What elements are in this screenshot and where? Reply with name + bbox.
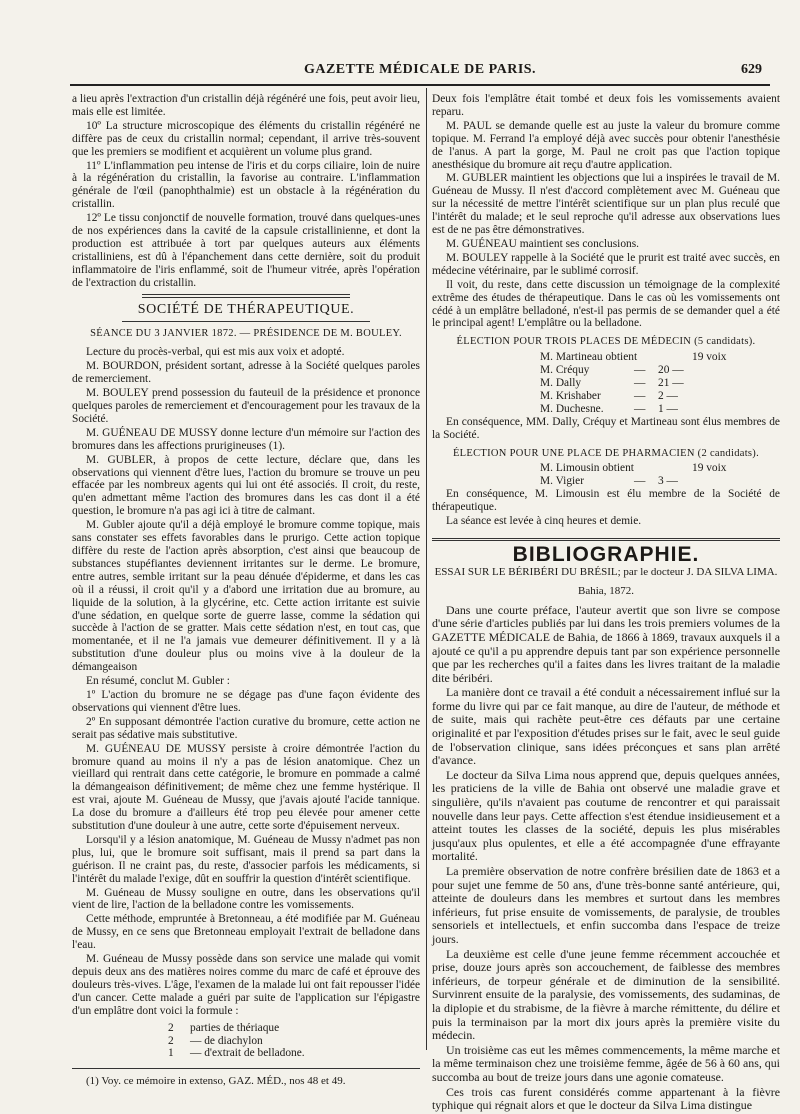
page-number: 629 <box>741 62 762 77</box>
election-heading: ÉLECTION POUR TROIS PLACES DE MÉDECIN (5 candidats). <box>456 336 756 348</box>
paragraph: 12º Le tissu conjonctif de nouvelle formation, trouvé dans quelques-unes de nos expériences dans la cavité de la capsule cristallinienne, et dont la production est attribuée à tort par quelques auteurs aux éléments cristalliniens, est dû à l'épanchement dans cette dernière, soit du produit inflammatoire de l'iris enflammé, soit de l'humeur vitrée, après l'opération de l'extraction du cristallin. <box>72 212 420 289</box>
book-reference-place: Bahia, 1872. <box>578 584 634 597</box>
right-column <box>432 93 780 1114</box>
formula-line: 2 — de diachylon <box>168 1034 263 1047</box>
paragraph: a lieu après l'extraction d'un cristallin déjà régénéré une fois, peut avoir lieu, mais elle est limitée. <box>72 93 420 118</box>
vote-row: M. Martineau obtient 19 voix <box>540 351 727 364</box>
paragraph: M. GUÉNEAU DE MUSSY donne lecture d'un mémoire sur l'action des bromures dans les affections prurigineuses (1). <box>72 426 420 452</box>
vote-row: M. Dally — 21 — <box>540 377 684 390</box>
vote-row: M. Vigier — 3 — <box>540 475 678 488</box>
footnote: (1) Voy. ce mémoire in extenso, GAZ. MÉD., nos 48 et 49. <box>86 1075 346 1088</box>
paragraph: La manière dont ce travail a été conduit a nécessairement influé sur la forme du livre qui par ce fait manque, au dire de l'auteur, de méthode et de suite, mais qui rachète peut-être ces défauts par une certaine originalité et par l'exposition d'études prises sur le fait, avec le seul guide de l'observation clinique, sans idées préconçues et sans plan arrêté d'avance. <box>432 685 780 768</box>
left-column <box>72 93 420 1089</box>
journal-title: GAZETTE MÉDICALE DE PARIS. <box>303 62 537 77</box>
paragraph: Cette méthode, empruntée à Bretonneau, a été modifiée par M. Guéneau de Mussy, en ce sens que Bretonneau employait l'extrait de belladone dans l'eau. <box>72 913 420 952</box>
paragraph: M. GUÉNEAU maintient ses conclusions. <box>446 237 639 250</box>
paragraph: 11º L'inflammation peu intense de l'iris et du corps ciliaire, loin de nuire à la régénération du cristallin, la favorise au contraire. L'inflammation générale de l'œil (panophthalmie) est un obstacle à la régénération du cristallin. <box>72 159 420 211</box>
section-rule <box>122 321 370 322</box>
vote-list <box>540 462 780 488</box>
paragraph: Un troisième cas eut les mêmes commencements, la même marche et la même terminaison chez une troisième femme, âgée de 56 à 60 ans, qui succomba au bout de treize jours dans une agonie comateuse. <box>432 1042 780 1084</box>
section-title: SOCIÉTÉ DE THÉRAPEUTIQUE. <box>137 301 355 317</box>
paragraph: En conséquence, MM. Dally, Créquy et Martineau sont élus membres de la Société. <box>432 415 780 441</box>
paragraph: Lecture du procès-verbal, qui est mis aux voix et adopté. <box>86 346 345 359</box>
vote-row: M. Duchesne. — 1 — <box>540 402 678 415</box>
paragraph: 10º La structure microscopique des éléments du cristallin régénéré ne diffère pas de ceux du cristallin normal; cependant, il arrive très-souvent que les premiers se modifient et acquièrent un volume plus grand. <box>72 119 420 158</box>
paragraph: 1º L'action du bromure ne se dégage pas d'une façon évidente des observations qui viennent d'être lues. <box>72 688 420 714</box>
book-reference: ESSAI SUR LE BÉRIBÉRI DU BRÉSIL; par le docteur J. DA SILVA LIMA. <box>434 565 778 578</box>
paragraph: En résumé, conclut M. Gubler : <box>86 675 230 688</box>
paragraph: Il voit, du reste, dans cette discussion un témoignage de la complexité extrême des études de thérapeutique. Dans le cas où les vomissements ont cédé à un emplâtre belladoné, n'est-il pas permis de se demander quel a été le principal agent! L'emplâtre ou la belladone. <box>432 278 780 330</box>
paragraph: M. GUBLER, à propos de cette lecture, déclare que, dans les observations qui viennent d'être lues, l'action du bromure se trouve un peu effacée par les nombreux agents qui lui ont été associés. Il croit, du reste, qu'en admettant même l'action des bromures dans les cas dont il a été question, le bromure n'a pas agi ici à titre de calmant. <box>72 453 420 518</box>
vote-row: M. Limousin obtient 19 voix <box>540 462 727 475</box>
header-rule <box>70 84 770 86</box>
paragraph: Deux fois l'emplâtre était tombé et deux fois les vomissements avaient reparu. <box>432 93 780 118</box>
paragraph: En conséquence, M. Limousin est élu membre de la Société de thérapeutique. <box>432 488 780 514</box>
paragraph: La première observation de notre confrère brésilien date de 1863 et a pour sujet une femme de 50 ans, d'une très-bonne santé antérieure, qui, atteinte de douleurs dans les membres et surtout dans les membres inférieurs, fut prise ensuite de vomissements, de paralysie, de troubles sensoriels et intellectuels, et enfin succomba dans l'espace de treize jours. <box>432 864 780 946</box>
paragraph: M. GUBLER maintient les objections que lui a inspirées le travail de M. Guéneau de Mussy. Il n'est d'accord complètement avec M. Guéneau que sur la nécessité de mettre l'intérêt scientifique sur un plan plus reculé que l'intérêt du malade; et le seul reproche qu'il adresse aux observations lues est de ne pas être démonstratives. <box>432 172 780 237</box>
paragraph: M. Guéneau de Mussy possède dans son service une malade qui vomit depuis deux ans des matières noires comme du marc de café et éprouve des douleurs très-vives. L'âge, l'examen de la malade lui ont fait repousser l'idée d'un cancer. Cette malade a guéri par suite de l'application sur l'épigastre d'un emplâtre dont voici la formule : <box>72 953 420 1017</box>
paragraph: M. BOULEY rappelle à la Société que le prurit est traité avec succès, en médecine vétérinaire, par le sublimé corrosif. <box>432 251 780 277</box>
session-heading: SÉANCE DU 3 JANVIER 1872. — PRÉSIDENCE DE M. BOULEY. <box>90 327 402 339</box>
paragraph: 2º En supposant démontrée l'action curative du bromure, cette action ne serait pas sédative mais substitutive. <box>72 715 420 741</box>
paragraph: M. Gubler ajoute qu'il a déjà employé le bromure comme topique, mais sans constater ses effets favorables dans le prurigo. Cette action topique diffère du reste de l'action après absorption, c'est ainsi que beaucoup de substances stupéfiantes deviennent irritantes sur le derme. Le bromure, entre autres, semble irritant sur la peau dénuée d'épiderme, et dans les cas où il a réussi, il croit qu'il y a d'abord une irritation due au bromure, au liquide de la solution, à la glycérine, etc. Cette action irritante est suivie d'une sédation, en quelque sorte de guerre lasse, comme la sédation qui succède à l'action de se gratter. Mais cette sédation n'est, en tout cas, que momentanée, et il ne l'a jamais vue demeurer définitivement. Il y a là substitution d'une douleur plus ou moins vive à la douleur de la démangeaison <box>72 519 420 674</box>
paragraph: M. GUÉNEAU DE MUSSY persiste à croire démontrée l'action du bromure quand au moins il n'y a pas de lésion anatomique. Chez un vieillard qui rentrait dans cette catégorie, le bromure en pommade a calmé la démangeaison définitivement; de même chez une femme hystérique. Il est vrai, ajoute M. Guéneau de Mussy, que j'avais ajouté l'acide tannique. La dose du bromure a d'ailleurs été trop peu élevée pour amener cette substitution d'une douleur à une autre, cette sorte d'épuisement nerveux. <box>72 742 420 833</box>
election-heading: ÉLECTION POUR UNE PLACE DE PHARMACIEN (2 candidats). <box>452 447 760 459</box>
paragraph: M. PAUL se demande quelle est au juste la valeur du bromure comme topique. M. Ferrand l'a employé déjà avec succès pour obtenir l'anesthésie de l'anus. A part la gorge, M. Paul ne croit pas que l'action topique anesthésique du bromure ait reçu d'autre application. <box>432 119 780 171</box>
vote-row: M. Krishaber — 2 — <box>540 389 678 402</box>
formula-line: 2 parties de thériaque <box>168 1021 280 1034</box>
paragraph: La deuxième est celle d'une jeune femme récemment accouchée et prise, douze jours après son accouchement, de faiblesse des membres inférieurs, de torpeur générale et de diminution de la sensibilité. Survinrent ensuite de la paralysie, des vomissements, des sudaminas, de la diplopie et du strabisme, de la fièvre à marche rémittente, du délire et puis la terminaison par la mort dix jours après la première visite du médecin. <box>432 946 780 1043</box>
paragraph: Lorsqu'il y a lésion anatomique, M. Guéneau de Mussy n'admet pas non plus, lui, que le bromure soit suffisant, mais il prend sa part dans la guérison. Il ne craint pas, du reste, d'associer parfois les médicaments, si l'intérêt du malade l'exige, dût en souffrir la question d'intérêt scientifique. <box>72 833 420 885</box>
column-divider <box>426 88 427 1050</box>
page-header <box>70 62 770 80</box>
formula-line: 1 — d'extrait de belladone. <box>168 1047 305 1060</box>
paragraph: Dans une courte préface, l'auteur avertit que son livre se compose d'une série d'articles publiés par lui dans les trois premiers volumes de la GAZETTE MÉDICALE de Bahia, de 1866 à 1869, travaux auxquels il a ajouté ce qu'il a pu apprendre depuis tant par son expérience personnelle que par les recherches qu'il a faites dans les livres traitant de la maladie dite béribéri. <box>432 602 780 685</box>
prescription-formula <box>168 1022 420 1061</box>
paragraph: Ces trois cas furent considérés comme appartenant à la fièvre typhique qui régnait alors et que le docteur da Silva Lima distingue <box>432 1084 780 1113</box>
footnote-rule <box>72 1068 420 1069</box>
bibliography-title: BIBLIOGRAPHIE. <box>512 543 700 566</box>
section-rule <box>142 294 350 298</box>
section-rule <box>432 538 780 541</box>
paragraph: M. Guéneau de Mussy souligne en outre, dans les observations qu'il vient de lire, l'action de la belladone contre les vomissements. <box>72 886 420 912</box>
vote-list <box>540 351 780 416</box>
paragraph: M. BOURDON, président sortant, adresse à la Société quelques paroles de remerciement. <box>72 360 420 386</box>
paragraph: M. BOULEY prend possession du fauteuil de la présidence et prononce quelques paroles de remerciement et d'encouragement pour les travaux de la Société. <box>72 387 420 425</box>
paragraph: Le docteur da Silva Lima nous apprend que, depuis quelques années, les praticiens de la ville de Bahia ont observé une maladie grave et singulière, qu'ils n'avaient pas coutume de rencontrer et qui paraissait nouvelle dans leur pays. Cette affection s'est étendue insidieusement et a atteint toutes les classes de la société, depuis les plus misérables jusqu'aux plus opulentes, et elle a été accompagnée d'une effrayante mortalité. <box>432 767 780 864</box>
vote-row: M. Créquy — 20 — <box>540 364 684 377</box>
paragraph: La séance est levée à cinq heures et demie. <box>446 515 642 528</box>
